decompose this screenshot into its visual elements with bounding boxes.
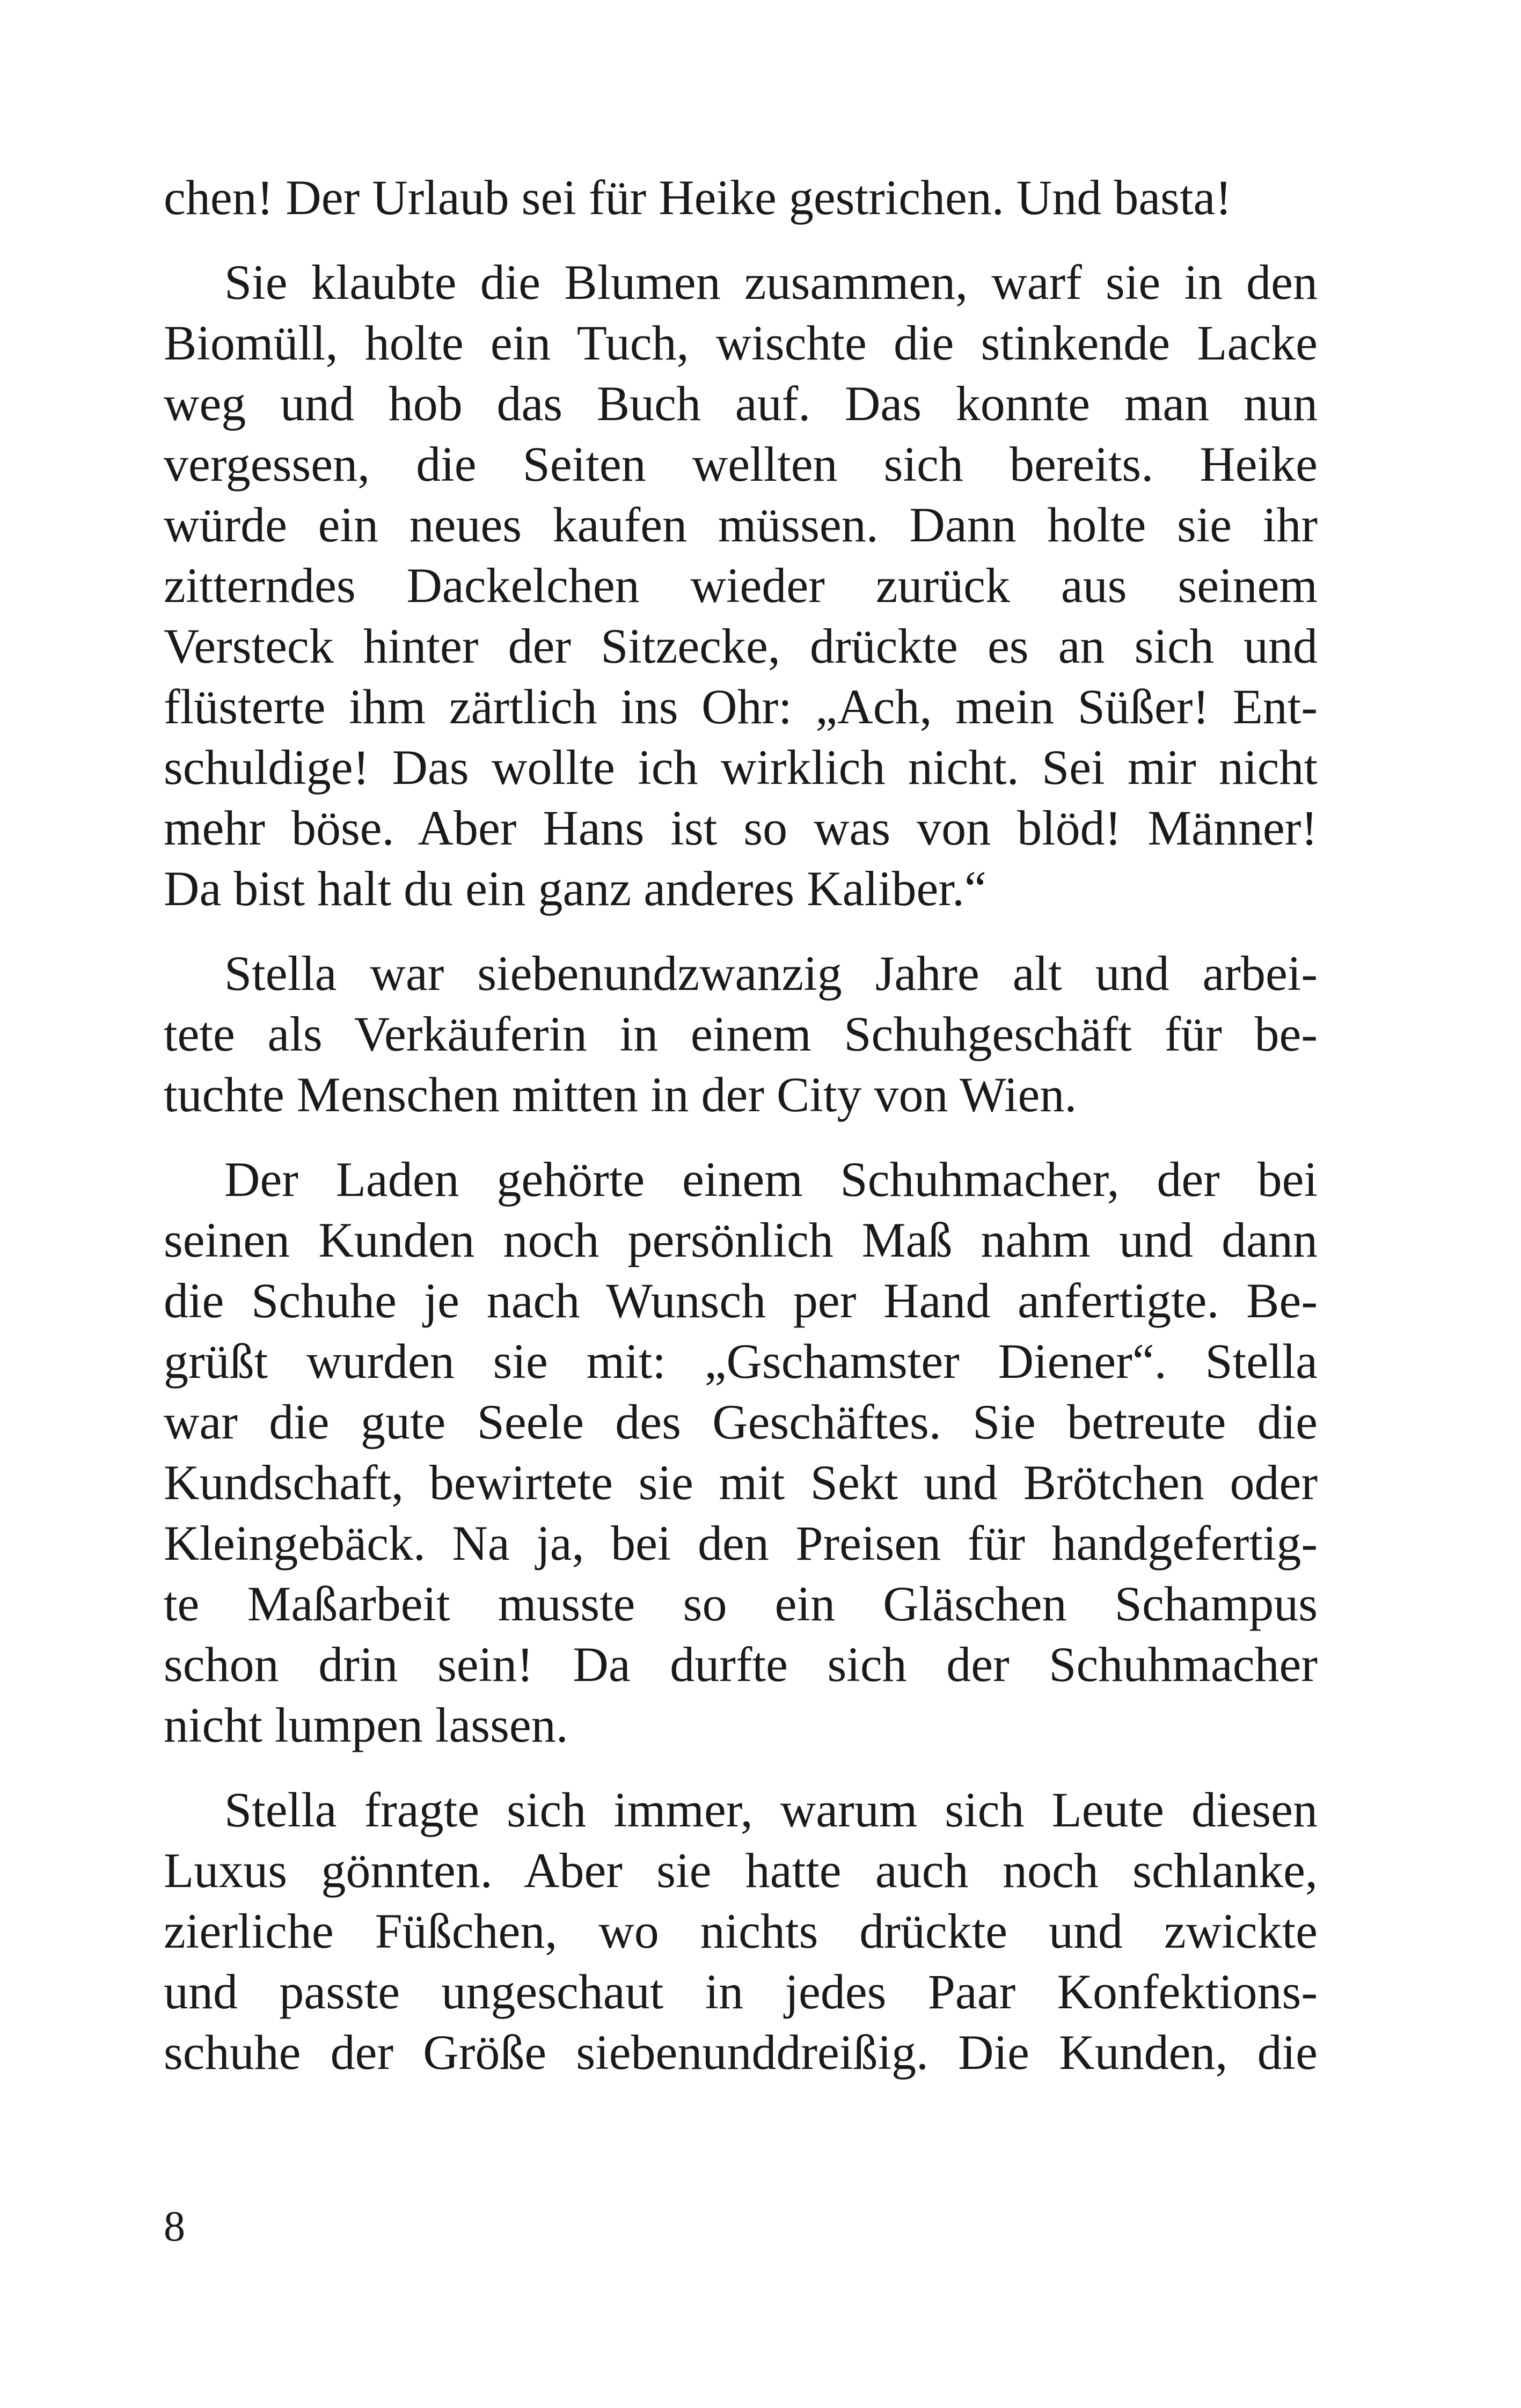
text-line: Stella war siebenundzwanzig Jahre alt und arbei- — [224, 946, 1318, 1001]
text-line: tuchte Menschen mitten in der City von Wien. — [164, 1067, 1077, 1122]
paragraph-gap — [164, 1756, 1318, 1780]
text-line: flüsterte ihm zärtlich ins Ohr: „Ach, mein Süßer! Ent- — [164, 679, 1318, 734]
text-line: Da bist halt du ein ganz anderes Kaliber.“ — [164, 861, 986, 916]
text-line: chen! Der Urlaub sei für Heike gestrichen. Und basta! — [164, 170, 1232, 225]
text-line: schuldige! Das wollte ich wirklich nicht. Sei mir nicht — [164, 740, 1318, 795]
text-line: zitterndes Dackelchen wieder zurück aus seinem — [164, 558, 1318, 613]
text-line: war die gute Seele des Geschäftes. Sie betreute die — [164, 1394, 1318, 1449]
text-line: mehr böse. Aber Hans ist so was von blöd! Männer! — [164, 801, 1318, 855]
text-line: weg und hob das Buch auf. Das konnte man nun — [164, 376, 1318, 431]
text-line: nicht lumpen lassen. — [164, 1698, 568, 1752]
text-line: schuhe der Größe siebenunddreißig. Die Kunden, die — [164, 2025, 1318, 2080]
text-line: Luxus gönnten. Aber sie hatte auch noch schlanke, — [164, 1843, 1318, 1898]
text-line: Kundschaft, bewirtete sie mit Sekt und Brötchen oder — [164, 1455, 1318, 1510]
paragraph — [164, 167, 1318, 228]
paragraph-gap — [164, 228, 1318, 252]
paragraph — [164, 1780, 1318, 2083]
text-line: grüßt wurden sie mit: „Gschamster Diener“. Stella — [164, 1334, 1318, 1389]
text-line: Der Laden gehörte einem Schuhmacher, der bei — [224, 1152, 1318, 1207]
text-line: Stella fragte sich immer, warum sich Leute diesen — [224, 1782, 1318, 1837]
text-line: würde ein neues kaufen müssen. Dann holte sie ihr — [164, 497, 1318, 552]
text-line: Biomüll, holte ein Tuch, wischte die stinkende Lacke — [164, 315, 1318, 370]
text-line: tete als Verkäuferin in einem Schuhgeschäft für be- — [164, 1007, 1318, 1061]
paragraph — [164, 943, 1318, 1125]
text-line: te Maßarbeit musste so ein Gläschen Schampus — [164, 1576, 1318, 1631]
paragraph-gap — [164, 919, 1318, 943]
paragraph — [164, 1149, 1318, 1756]
text-line: Sie klaubte die Blumen zusammen, warf sie in den — [224, 255, 1318, 310]
text-line: Kleingebäck. Na ja, bei den Preisen für handgefertig- — [164, 1516, 1318, 1570]
text-line: die Schuhe je nach Wunsch per Hand anfertigte. Be- — [164, 1273, 1318, 1328]
text-line: und passte ungeschaut in jedes Paar Konfektions- — [164, 1964, 1318, 2019]
text-line: vergessen, die Seiten wellten sich bereits. Heike — [164, 437, 1318, 491]
text-line: seinen Kunden noch persönlich Maß nahm und dann — [164, 1213, 1318, 1267]
text-line: zierliche Füßchen, wo nichts drückte und zwickte — [164, 1904, 1318, 1958]
body-text — [164, 167, 1318, 2083]
text-line: Versteck hinter der Sitzecke, drückte es an sich und — [164, 619, 1318, 673]
paragraph-gap — [164, 1125, 1318, 1149]
paragraph — [164, 252, 1318, 919]
text-line: schon drin sein! Da durfte sich der Schuhmacher — [164, 1637, 1318, 1692]
page-number: 8 — [164, 2203, 185, 2250]
